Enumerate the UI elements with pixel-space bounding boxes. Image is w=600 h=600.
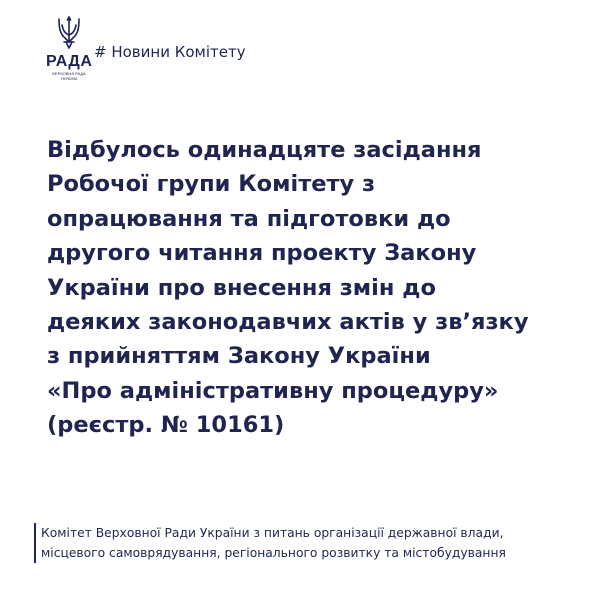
rada-logo: [46, 16, 92, 81]
committee-footer: [34, 523, 506, 563]
headline-line: (реєстр. № 10161): [47, 412, 285, 439]
logo-subtitle-line: УКРАЇНИ: [60, 76, 78, 81]
headline-line: Відбулось одинадцяте засідання: [47, 137, 482, 163]
logo-subtitle: [46, 71, 92, 81]
footer-line: Комітет Верховної Ради України з питань організації державної влади,: [41, 526, 504, 540]
headline-line: України про внесення змін до: [47, 274, 436, 301]
headline-line: деяких законодавчих актів у зв’язку: [47, 309, 529, 336]
headline-line: «Про адміністративну процедуру»: [47, 377, 499, 404]
news-headline: [47, 133, 567, 443]
trident-icon: [57, 16, 81, 50]
footer-line: місцевого самоврядування, регіонального розвитку та містобудування: [41, 546, 506, 560]
category-hashtag: # Новини Комітету: [94, 43, 246, 61]
headline-line: другого читання проекту Закону: [47, 240, 477, 267]
headline-line: Робочої групи Комітету з: [47, 171, 376, 198]
logo-wordmark: РАДА: [46, 53, 93, 70]
logo-subtitle-line: ВЕРХОВНА РАДА: [52, 71, 86, 76]
headline-line: опрацювання та підготовки до: [47, 205, 451, 232]
headline-line: з прийняттям Закону України: [47, 343, 431, 370]
